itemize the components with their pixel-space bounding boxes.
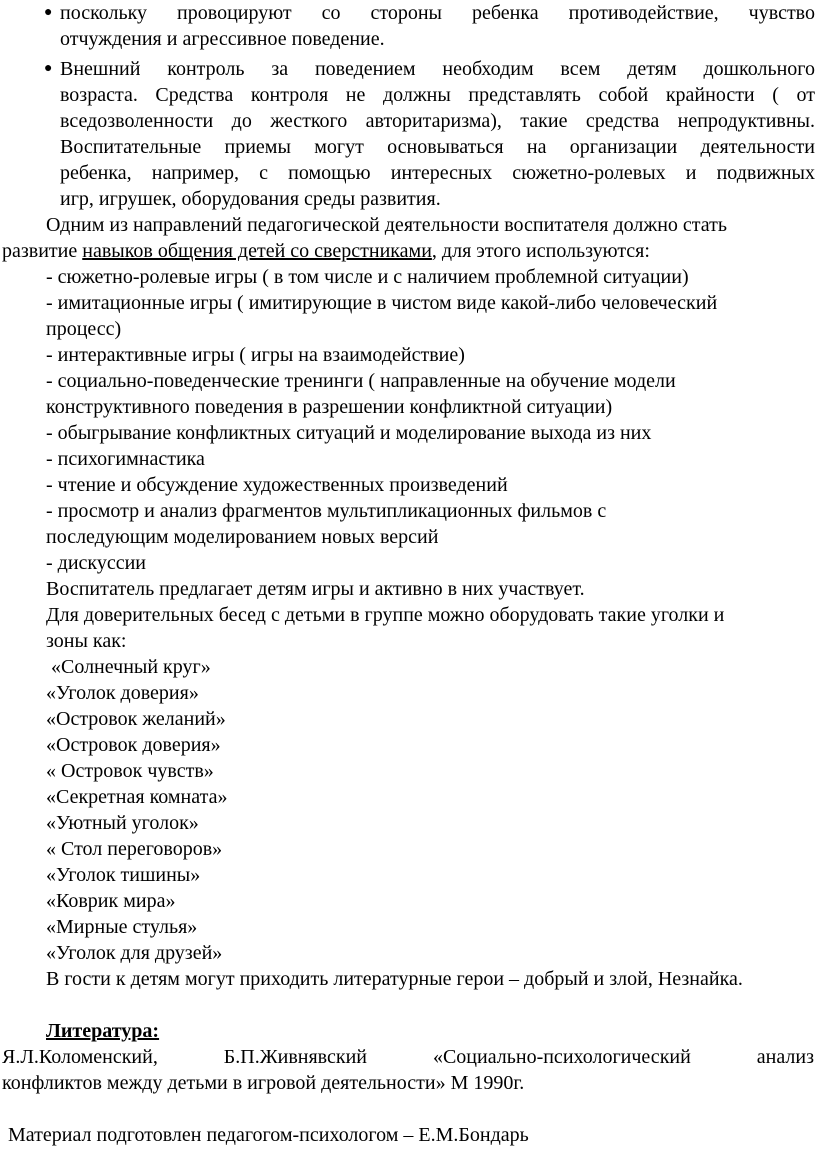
corner-item: «Уголок для друзей» (46, 942, 223, 964)
underlined-phrase: навыков общения детей со сверстниками (82, 240, 432, 262)
corner-item: «Солнечный круг» (46, 656, 211, 678)
corner-item: «Островок доверия» (46, 734, 221, 756)
bullet-item-2-line-1: Внешний контроль за поведением необходим всем детям дошкольного (60, 58, 815, 80)
literature-heading: Литература: (46, 1020, 160, 1042)
paragraph-line-1: Одним из направлений педагогической деятельности воспитателя должно стать (46, 214, 727, 236)
footer-author: Материал подготовлен педагогом-психологом – Е.М.Бондарь (8, 1124, 529, 1146)
teacher-line: Воспитатель предлагает детям игры и активно в них участвует. (46, 578, 585, 600)
literature-line-2: конфликтов между детьми в игровой деятельности» М 1990г. (2, 1072, 525, 1094)
corner-item: « Островок чувств» (46, 760, 214, 782)
bullet-dot: ● (44, 5, 53, 20)
corner-item: «Уголок доверия» (46, 682, 199, 704)
method-item: конструктивного поведения в разрешении конфликтной ситуации) (46, 396, 613, 418)
guests-line: В гости к детям могут приходить литературные герои – добрый и злой, Незнайка. (46, 968, 743, 990)
bullet-item-2-line-5: ребенка, например, с помощью интересных сюжетно-ролевых и подвижных (60, 162, 815, 184)
method-item: - просмотр и анализ фрагментов мультипликационных фильмов с (46, 500, 607, 522)
method-item: - чтение и обсуждение художественных произведений (46, 474, 508, 496)
paragraph-line-2-start: развитие (2, 240, 83, 262)
method-item: - имитационные игры ( имитирующие в чистом виде какой-либо человеческий (46, 292, 718, 314)
corner-item: «Секретная комната» (46, 786, 228, 808)
bullet-dot: ● (44, 61, 53, 76)
method-item: - обыгрывание конфликтных ситуаций и моделирование выхода из них (46, 422, 652, 444)
literature-line-1: Я.Л.Коломенский, Б.П.Живнявский «Социально-психологический анализ (2, 1046, 814, 1068)
method-item: - социально-поведенческие тренинги ( направленные на обучение модели (46, 370, 676, 392)
bullet-item-1-line-2: отчуждения и агрессивное поведение. (60, 28, 385, 50)
method-item: последующим моделированием новых версий (46, 526, 439, 548)
corner-item: «Коврик мира» (46, 890, 176, 912)
corner-item: «Мирные стулья» (46, 916, 198, 938)
bullet-item-1-line-1: поскольку провоцируют со стороны ребенка противодействие, чувство (60, 2, 815, 24)
corner-item: «Уютный уголок» (46, 812, 199, 834)
paragraph-line-2-end: , для этого используются: (431, 240, 650, 262)
method-item: процесс) (46, 318, 122, 340)
method-item: - сюжетно-ролевые игры ( в том числе и с наличием проблемной ситуации) (46, 266, 689, 288)
method-item: - дискуссии (46, 552, 147, 574)
method-item: - психогимнастика (46, 448, 205, 470)
bullet-item-2-line-6: игр, игрушек, оборудования среды развития. (60, 188, 441, 210)
corners-intro-line-2: зоны как: (46, 630, 127, 652)
corner-item: «Уголок тишины» (46, 864, 201, 886)
bullet-item-2-line-2: возраста. Средства контроля не должны представлять собой крайности ( от (60, 84, 815, 106)
bullet-item-2-line-3: вседозволенности до жесткого авторитаризма), такие средства непродуктивны. (60, 110, 815, 132)
bullet-item-2-line-4: Воспитательные приемы могут основываться на организации деятельности (60, 136, 815, 158)
paragraph-line-2 (2, 238, 650, 264)
corner-item: «Островок желаний» (46, 708, 226, 730)
corner-item: « Стол переговоров» (46, 838, 223, 860)
method-item: - интерактивные игры ( игры на взаимодействие) (46, 344, 465, 366)
corners-intro-line-1: Для доверительных бесед с детьми в группе можно оборудовать такие уголки и (46, 604, 725, 626)
